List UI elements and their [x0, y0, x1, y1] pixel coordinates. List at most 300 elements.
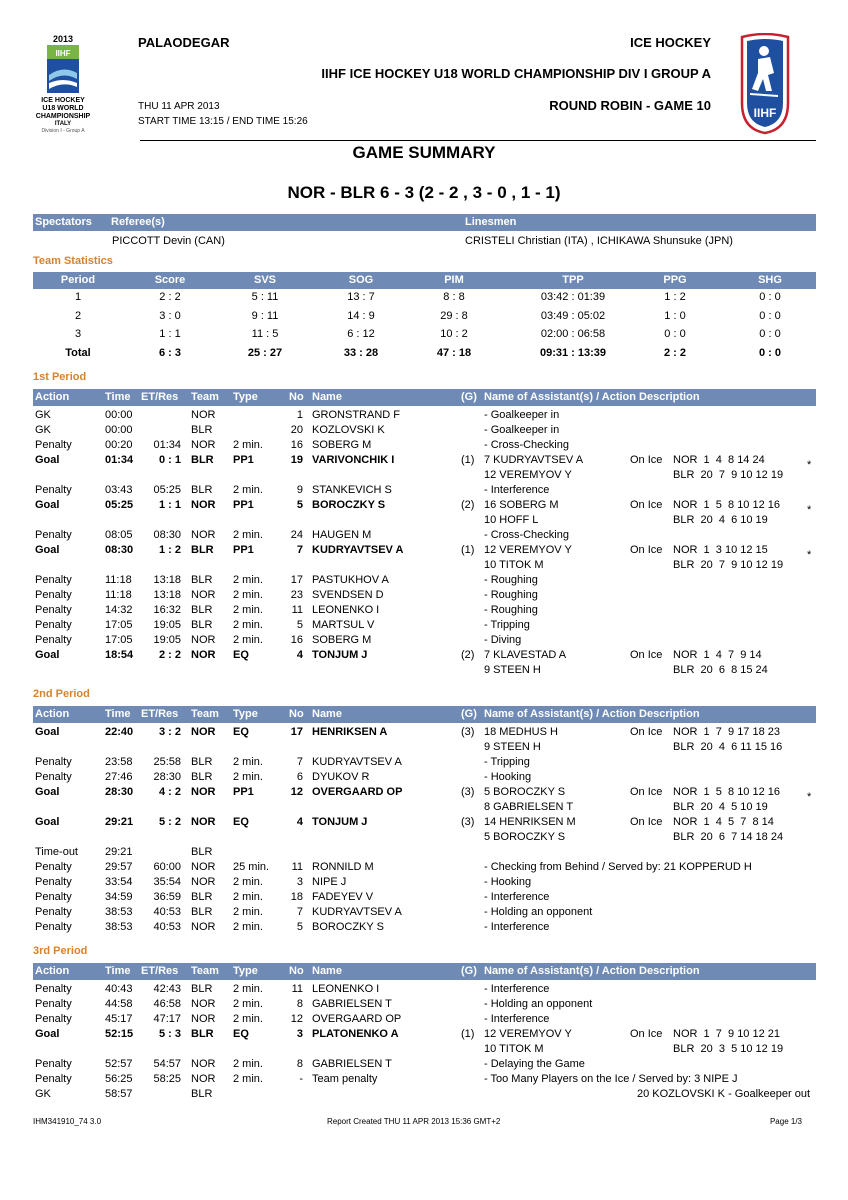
- event-team: NOR: [191, 634, 216, 646]
- goal-row: [33, 816, 816, 831]
- event-right-note: 20 KOZLOVSKI K - Goalkeeper out: [636, 1088, 810, 1100]
- event-action: Penalty: [35, 906, 72, 918]
- stats-cell: 1 : 2: [664, 291, 686, 303]
- event-name: VARIVONCHIK I: [312, 454, 395, 466]
- stats-cell: 03:49 : 05:02: [540, 309, 606, 322]
- event-row: [33, 906, 816, 921]
- assist-2: 9 STEEN H: [484, 741, 541, 753]
- event-row: [33, 574, 816, 589]
- stats-cell: 03:42 : 01:39: [540, 291, 606, 303]
- event-col-header: Name: [312, 708, 342, 720]
- event-type: EQ: [233, 649, 249, 661]
- event-team: NOR: [191, 998, 216, 1010]
- event-type: 2 min.: [233, 1073, 263, 1085]
- stats-col-svs: SVS: [253, 274, 276, 286]
- event-team: BLR: [191, 544, 214, 556]
- stats-cell: 2 : 2: [663, 346, 686, 359]
- event-description: - Roughing: [484, 589, 538, 601]
- event-team: NOR: [191, 409, 216, 421]
- event-col-header: Action: [35, 965, 70, 977]
- event-time: 17:05: [105, 634, 133, 646]
- stats-cell: 6 : 12: [347, 328, 375, 340]
- linesmen-value: CRISTELI Christian (ITA) , ICHIKAWA Shunsuke (JPN): [465, 235, 733, 247]
- goal-row-assist: [33, 801, 816, 816]
- event-description: - Interference: [484, 484, 550, 496]
- logo-emblem-icon: [43, 45, 83, 97]
- event-row: [33, 439, 816, 454]
- event-type: 2 min.: [233, 771, 263, 783]
- event-et: 2 : 2: [158, 649, 181, 661]
- event-action: Goal: [35, 544, 60, 556]
- event-team: NOR: [191, 1073, 216, 1085]
- event-et: 46:58: [153, 998, 181, 1010]
- event-team: NOR: [191, 726, 216, 738]
- event-time: 38:53: [105, 921, 133, 933]
- goal-row: [33, 726, 816, 741]
- event-et: 0 : 1: [158, 454, 181, 466]
- event-action: Penalty: [35, 484, 72, 496]
- event-description: - Roughing: [484, 574, 538, 586]
- event-name: MARTSUL V: [312, 619, 375, 631]
- event-col-header: Name of Assistant(s) / Action Description: [484, 965, 700, 977]
- on-ice-label: On Ice: [630, 544, 663, 556]
- event-time: 44:58: [105, 998, 133, 1010]
- event-time: 27:46: [105, 771, 133, 783]
- on-ice-blr: BLR 20 7 9 10 12 19: [673, 559, 784, 571]
- event-goal-count: (3): [461, 786, 475, 798]
- event-header: [33, 389, 816, 406]
- event-action: Goal: [35, 726, 60, 738]
- event-no: 9: [296, 484, 303, 496]
- event-et: 16:32: [153, 604, 181, 616]
- assist-1: 14 HENRIKSEN M: [484, 816, 576, 828]
- stats-cell: 6 : 3: [158, 346, 181, 359]
- event-header: [33, 706, 816, 723]
- event-time: 01:34: [105, 454, 134, 466]
- event-no: 17: [290, 726, 303, 738]
- event-time: 29:21: [105, 846, 133, 858]
- goal-row: [33, 499, 816, 514]
- assist-2: 10 HOFF L: [484, 514, 539, 526]
- event-col-header: Action: [35, 708, 70, 720]
- event-row: [33, 1058, 816, 1073]
- team-stats-title: Team Statistics: [33, 255, 113, 267]
- event-name: LEONENKO I: [312, 604, 380, 616]
- stats-row: [33, 310, 816, 325]
- stats-cell: 8 : 8: [443, 291, 465, 303]
- event-time: 58:57: [105, 1088, 133, 1100]
- event-row: [33, 604, 816, 619]
- logo-year: 2013: [52, 34, 74, 44]
- event-row: [33, 998, 816, 1013]
- goal-row-assist: [33, 741, 816, 756]
- on-ice-nor: NOR 1 4 8 14 24: [673, 454, 765, 466]
- event-no: 1: [296, 409, 303, 421]
- event-no: 7: [296, 544, 303, 556]
- event-time: 22:40: [105, 726, 134, 738]
- goal-row-assist: [33, 514, 816, 529]
- event-type: 2 min.: [233, 756, 263, 768]
- event-no: -: [299, 1073, 303, 1085]
- event-col-header: Action: [35, 391, 70, 403]
- stats-cell: 47 : 18: [436, 346, 472, 359]
- event-goal-count: (3): [461, 726, 475, 738]
- ppg-star: *: [807, 549, 812, 561]
- on-ice-nor: NOR 1 4 7 9 14: [673, 649, 762, 661]
- event-type: 2 min.: [233, 891, 263, 903]
- event-et: 60:00: [153, 861, 181, 873]
- stats-cell: 1: [74, 291, 82, 303]
- on-ice-label: On Ice: [630, 726, 663, 738]
- event-et: 40:53: [153, 906, 181, 918]
- event-et: 4 : 2: [158, 786, 181, 798]
- event-time: 23:58: [105, 756, 133, 768]
- event-name: HENRIKSEN A: [312, 726, 388, 738]
- event-team: BLR: [191, 846, 213, 858]
- event-row: [33, 921, 816, 936]
- event-action: Penalty: [35, 589, 72, 601]
- stats-col-shg: SHG: [758, 274, 782, 286]
- page-title: GAME SUMMARY: [352, 143, 496, 162]
- header-rule: [140, 140, 816, 141]
- event-col-header: (G): [461, 708, 477, 720]
- logo-line-1: ICE HOCKEY: [41, 97, 85, 104]
- event-team: BLR: [191, 454, 214, 466]
- event-et: 13:18: [153, 574, 181, 586]
- svg-text:IIHF: IIHF: [753, 106, 777, 120]
- event-time: 14:32: [105, 604, 133, 616]
- event-time: 28:30: [105, 786, 134, 798]
- stats-cell: 29 : 8: [440, 309, 468, 322]
- period-title: 1st Period: [33, 371, 87, 383]
- event-name: PLATONENKO A: [312, 1028, 399, 1040]
- event-name: KUDRYAVTSEV A: [312, 756, 402, 768]
- stats-cell: 2 : 2: [159, 291, 181, 303]
- event-action: Penalty: [35, 771, 72, 783]
- event-team: BLR: [191, 1028, 214, 1040]
- event-et: 19:05: [153, 619, 181, 631]
- event-et: 42:43: [153, 983, 181, 995]
- event-action: Penalty: [35, 756, 72, 768]
- event-action: Goal: [35, 816, 60, 828]
- assist-2: 10 TITOK M: [484, 1043, 544, 1055]
- event-col-header: Name of Assistant(s) / Action Description: [484, 708, 700, 720]
- stats-cell: 9 : 11: [251, 309, 279, 322]
- event-name: DYUKOV R: [312, 771, 370, 783]
- event-no: 20: [290, 424, 303, 436]
- event-action: Penalty: [35, 1058, 72, 1070]
- event-no: 4: [296, 649, 303, 661]
- on-ice-label: On Ice: [630, 499, 663, 511]
- score-line: NOR - BLR 6 - 3 (2 - 2 , 3 - 0 , 1 - 1): [287, 183, 561, 202]
- event-description: - Goalkeeper in: [484, 424, 560, 436]
- event-et: 1 : 2: [158, 544, 181, 556]
- event-action: Penalty: [35, 439, 72, 451]
- event-name: PASTUKHOV A: [312, 574, 389, 586]
- event-no: 11: [291, 861, 303, 873]
- event-col-header: No: [289, 708, 304, 720]
- stats-cell: Total: [65, 346, 91, 359]
- ppg-star: *: [807, 459, 812, 471]
- event-team: BLR: [191, 891, 213, 903]
- event-description: - Checking from Behind / Served by: 21 KOPPERUD H: [484, 861, 752, 873]
- footer-code: IHM341910_74 3.0: [33, 1117, 102, 1126]
- event-name: TONJUM J: [312, 816, 368, 828]
- event-time: 05:25: [105, 499, 134, 511]
- event-goal-count: (1): [461, 454, 475, 466]
- event-no: 24: [290, 529, 303, 541]
- event-time: 00:00: [105, 409, 133, 421]
- event-col-header: Type: [233, 391, 258, 403]
- assist-2: 12 VEREMYOV Y: [484, 469, 572, 481]
- on-ice-blr: BLR 20 4 5 10 19: [673, 801, 768, 813]
- event-action: Penalty: [35, 619, 72, 631]
- period-title: 3rd Period: [33, 945, 88, 957]
- event-col-header: (G): [461, 965, 477, 977]
- event-col-header: No: [289, 965, 304, 977]
- assist-2: 10 TITOK M: [484, 559, 544, 571]
- event-type: 2 min.: [233, 876, 263, 888]
- event-no: 8: [296, 1058, 303, 1070]
- assist-1: 7 KLAVESTAD A: [484, 649, 567, 661]
- stats-cell: 10 : 2: [440, 328, 468, 340]
- event-row: [33, 1013, 816, 1028]
- event-no: 16: [290, 439, 303, 451]
- event-description: - Goalkeeper in: [484, 409, 560, 421]
- event-name: GABRIELSEN T: [312, 998, 392, 1010]
- event-action: Penalty: [35, 574, 72, 586]
- event-time: 00:00: [105, 424, 133, 436]
- event-name: SVENDSEN D: [312, 589, 384, 601]
- event-no: 19: [290, 454, 303, 466]
- event-type: PP1: [233, 454, 254, 466]
- on-ice-blr: BLR 20 6 8 15 24: [673, 664, 768, 676]
- event-action: Penalty: [35, 861, 72, 873]
- event-action: GK: [35, 1088, 51, 1100]
- goal-row-assist: [33, 469, 816, 484]
- event-type: 2 min.: [233, 906, 263, 918]
- on-ice-nor: NOR 1 4 5 7 8 14: [673, 816, 774, 828]
- event-type: 2 min.: [233, 529, 263, 541]
- game-date: THU 11 APR 2013: [138, 101, 220, 112]
- championship-logo: [28, 34, 98, 134]
- event-name: SOBERG M: [312, 439, 372, 451]
- event-time: 11:18: [105, 589, 132, 601]
- stats-cell: 02:00 : 06:58: [540, 328, 606, 340]
- event-et: 47:17: [153, 1013, 181, 1025]
- event-row: [33, 484, 816, 499]
- event-description: - Hooking: [484, 771, 532, 783]
- event-type: EQ: [233, 816, 249, 828]
- goal-row: [33, 454, 816, 469]
- event-description: - Roughing: [484, 604, 538, 616]
- event-team: NOR: [191, 499, 216, 511]
- event-action: Penalty: [35, 891, 72, 903]
- event-time: 29:21: [105, 816, 134, 828]
- event-et: 3 : 2: [158, 726, 181, 738]
- event-team: NOR: [191, 786, 216, 798]
- event-description: - Holding an opponent: [484, 906, 593, 918]
- stats-cell: 3: [74, 328, 82, 340]
- event-team: NOR: [191, 529, 216, 541]
- stats-row: [33, 328, 816, 343]
- event-col-header: Team: [191, 965, 219, 977]
- event-no: 18: [290, 891, 303, 903]
- stats-cell: 0 : 0: [664, 328, 686, 340]
- event-et: 25:58: [153, 756, 181, 768]
- event-et: 58:25: [153, 1073, 181, 1085]
- stats-cell: 11 : 5: [251, 328, 279, 340]
- event-action: Goal: [35, 1028, 60, 1040]
- event-row: [33, 846, 816, 861]
- event-team: NOR: [191, 1013, 216, 1025]
- event-col-header: Team: [191, 708, 219, 720]
- ppg-star: *: [807, 504, 812, 516]
- assist-1: 12 VEREMYOV Y: [484, 1028, 572, 1040]
- event-no: 5: [296, 499, 303, 511]
- event-no: 12: [290, 1013, 303, 1025]
- event-header: [33, 963, 816, 980]
- event-no: 11: [291, 983, 303, 995]
- event-name: KOZLOVSKI K: [312, 424, 385, 436]
- event-et: 08:30: [153, 529, 181, 541]
- event-team: BLR: [191, 574, 213, 586]
- event-type: EQ: [233, 726, 249, 738]
- stats-cell: 0 : 0: [759, 309, 781, 322]
- event-team: BLR: [191, 604, 213, 616]
- event-team: BLR: [191, 619, 213, 631]
- event-no: 16: [290, 634, 303, 646]
- event-col-header: Team: [191, 391, 219, 403]
- on-ice-blr: BLR 20 3 5 10 12 19: [673, 1043, 784, 1055]
- stats-cell: 0 : 0: [759, 328, 781, 340]
- event-col-header: No: [289, 391, 304, 403]
- on-ice-label: On Ice: [630, 786, 663, 798]
- stats-col-tpp: TPP: [562, 274, 584, 286]
- on-ice-nor: NOR 1 5 8 10 12 16: [673, 499, 781, 511]
- stats-cell: 09:31 : 13:39: [539, 346, 607, 359]
- event-et: 5 : 2: [158, 816, 181, 828]
- event-col-header: (G): [461, 391, 477, 403]
- event-time: 34:59: [105, 891, 133, 903]
- event-no: 3: [296, 876, 303, 888]
- event-name: KUDRYAVTSEV A: [312, 544, 404, 556]
- event-et: 01:34: [153, 439, 181, 451]
- event-name: SOBERG M: [312, 634, 372, 646]
- event-time: 52:57: [105, 1058, 133, 1070]
- event-name: BOROCZKY S: [312, 499, 386, 511]
- goal-row: [33, 1028, 816, 1043]
- event-time: 52:15: [105, 1028, 134, 1040]
- assist-1: 18 MEDHUS H: [484, 726, 558, 738]
- event-team: NOR: [191, 649, 216, 661]
- event-description: - Interference: [484, 921, 550, 933]
- event-description: - Too Many Players on the Ice / Served by: 3 NIPE J: [484, 1073, 738, 1085]
- event-action: GK: [35, 409, 51, 421]
- event-team: NOR: [191, 816, 216, 828]
- event-team: BLR: [191, 1088, 213, 1100]
- logo-line-3: CHAMPIONSHIP: [35, 113, 91, 120]
- on-ice-nor: NOR 1 5 8 10 12 16: [673, 786, 781, 798]
- event-type: 2 min.: [233, 619, 263, 631]
- stats-cell: 13 : 7: [347, 291, 375, 303]
- event-description: - Cross-Checking: [484, 529, 569, 541]
- round: ROUND ROBIN - GAME 10: [549, 98, 711, 113]
- goal-row: [33, 649, 816, 664]
- on-ice-label: On Ice: [630, 816, 663, 828]
- event-type: 2 min.: [233, 604, 263, 616]
- event-et: 13:18: [153, 589, 181, 601]
- event-row: [33, 983, 816, 998]
- event-et: 40:53: [153, 921, 181, 933]
- event-action: Penalty: [35, 921, 72, 933]
- event-description: - Delaying the Game: [484, 1058, 585, 1070]
- iihf-logo-icon: [738, 33, 792, 135]
- event-et: 54:57: [153, 1058, 181, 1070]
- event-type: 25 min.: [233, 861, 270, 873]
- event-type: 2 min.: [233, 634, 263, 646]
- event-row: [33, 756, 816, 771]
- event-name: GRONSTRAND F: [312, 409, 400, 421]
- event-no: 17: [290, 574, 303, 586]
- logo-line-4: ITALY: [54, 121, 72, 127]
- competition: IIHF ICE HOCKEY U18 WORLD CHAMPIONSHIP DIV I GROUP A: [321, 66, 711, 81]
- event-col-header: Name: [312, 965, 342, 977]
- event-no: 7: [296, 906, 303, 918]
- event-row: [33, 529, 816, 544]
- event-team: BLR: [191, 771, 213, 783]
- event-name: RONNILD M: [312, 861, 374, 873]
- assist-2: 8 GABRIELSEN T: [484, 801, 574, 813]
- venue: PALAODEGAR: [138, 35, 230, 50]
- stats-cell: 33 : 28: [343, 346, 379, 359]
- stats-col-score: Score: [154, 274, 186, 286]
- event-description: - Cross-Checking: [484, 439, 569, 451]
- event-time: 29:57: [105, 861, 133, 873]
- event-et: 35:54: [153, 876, 181, 888]
- assist-2: 9 STEEN H: [484, 664, 541, 676]
- referees-label: Referee(s): [111, 216, 165, 228]
- on-ice-nor: NOR 1 3 10 12 15: [673, 544, 768, 556]
- logo-line-2: U18 WORLD: [42, 105, 84, 112]
- event-et: 5 : 3: [158, 1028, 181, 1040]
- event-no: 3: [296, 1028, 303, 1040]
- event-col-header: Time: [105, 708, 131, 720]
- event-description: - Hooking: [484, 876, 532, 888]
- event-type: EQ: [233, 1028, 249, 1040]
- assist-1: 16 SOBERG M: [484, 499, 559, 511]
- event-row: [33, 619, 816, 634]
- on-ice-label: On Ice: [630, 454, 663, 466]
- assist-1: 7 KUDRYAVTSEV A: [484, 454, 584, 466]
- event-name: STANKEVICH S: [312, 484, 392, 496]
- event-team: NOR: [191, 861, 216, 873]
- event-type: 2 min.: [233, 484, 263, 496]
- event-time: 08:30: [105, 544, 134, 556]
- event-type: 2 min.: [233, 998, 263, 1010]
- event-team: BLR: [191, 983, 213, 995]
- on-ice-blr: BLR 20 4 6 11 15 16: [673, 741, 783, 753]
- event-team: BLR: [191, 484, 213, 496]
- footer-created: Report Created THU 11 APR 2013 15:36 GMT+2: [327, 1117, 501, 1126]
- event-et: 05:25: [153, 484, 181, 496]
- stats-cell: 1 : 0: [664, 309, 686, 322]
- event-action: Goal: [35, 786, 60, 798]
- event-team: NOR: [191, 921, 216, 933]
- event-col-header: ET/Res: [141, 965, 179, 977]
- spectators-label: Spectators: [35, 216, 92, 228]
- event-description: - Interference: [484, 891, 550, 903]
